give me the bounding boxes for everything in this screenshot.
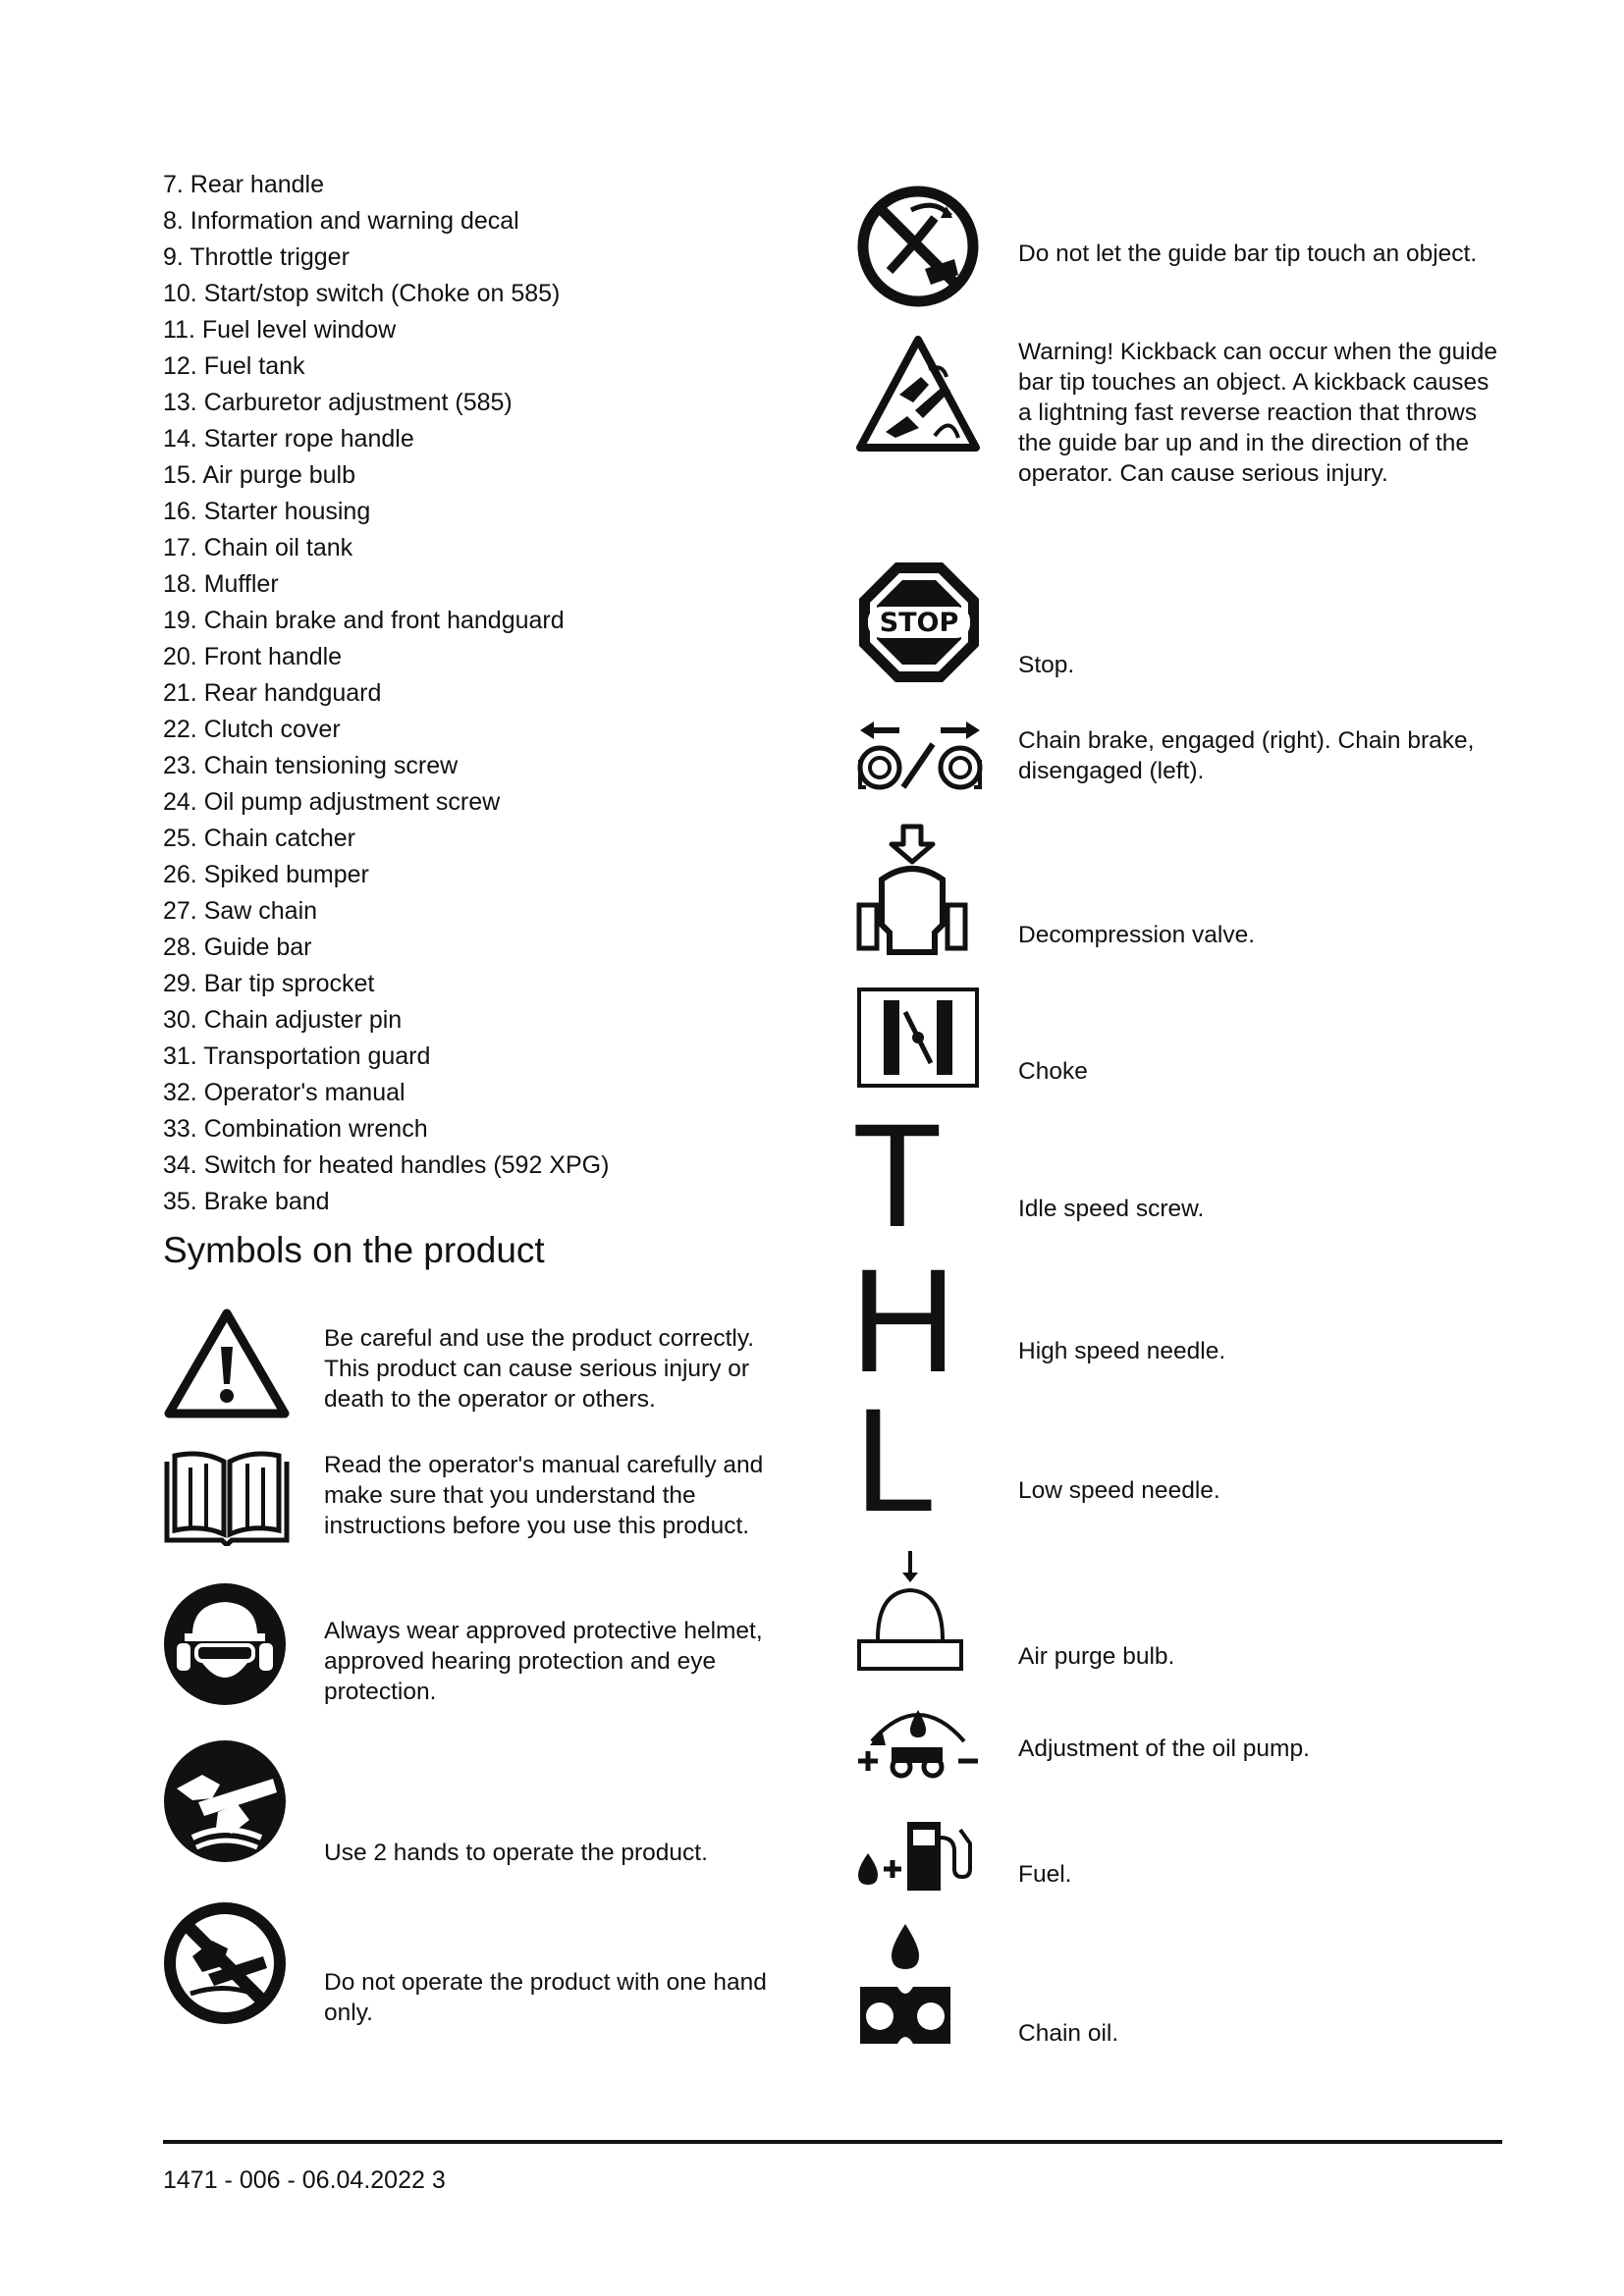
symbol-warning [163,1306,801,1423]
symbol-text: Stop. [1018,652,1075,678]
parts-list-item: 20. Front handle [163,643,343,670]
protective-equipment-icon [163,1582,287,1706]
parts-list-item: 8. Information and warning decal [163,207,519,235]
chain-brake-icon [856,717,984,795]
parts-list-item: 22. Clutch cover [163,716,341,743]
symbol-text: Idle speed screw. [1018,1196,1205,1222]
parts-list-item: 10. Start/stop switch (Choke on 585) [163,280,561,307]
stop-icon [856,560,982,685]
low-speed-needle-icon: L [854,1377,937,1542]
parts-list-item: 35. Brake band [163,1188,330,1215]
high-speed-needle-icon: H [850,1238,957,1403]
kickback-warning-icon [856,334,980,457]
oil-pump-adjustment-icon [856,1696,980,1779]
parts-list-item: 33. Combination wrench [163,1115,428,1143]
parts-list-item: 26. Spiked bumper [163,861,369,888]
no-one-hand-icon [163,1901,287,2025]
symbol-text: Always wear approved protective helmet, approved hearing protection and eye protection. [324,1618,763,1705]
parts-list-item: 29. Bar tip sprocket [163,970,375,997]
parts-list-item: 30. Chain adjuster pin [163,1006,403,1034]
chain-oil-icon [856,1922,954,2046]
parts-list-item: 21. Rear handguard [163,679,382,707]
decompression-valve-icon [856,823,968,955]
symbol-text: Do not operate the product with one hand only. [324,1969,767,2026]
symbol-choke [856,987,1504,1095]
choke-icon [856,987,980,1089]
footer-page-info: 1471 - 006 - 06.04.2022 3 [163,2166,446,2194]
idle-speed-screw-icon: T [852,1093,943,1257]
symbol-manual [163,1448,801,1556]
parts-list-item: 28. Guide bar [163,934,312,961]
parts-list-item: 24. Oil pump adjustment screw [163,788,501,816]
warning-triangle-icon [163,1306,291,1421]
symbol-text: Fuel. [1018,1861,1072,1888]
parts-list-item: 11. Fuel level window [163,316,397,344]
symbol-decompression-valve [856,823,1504,960]
parts-list-item: 15. Air purge bulb [163,461,355,489]
symbol-text: High speed needle. [1018,1338,1226,1364]
parts-list-item: 18. Muffler [163,570,279,598]
symbol-idle-speed-screw [852,1093,1504,1257]
symbol-text: Air purge bulb. [1018,1643,1175,1670]
parts-list-item: 12. Fuel tank [163,352,305,380]
parts-list-item: 16. Starter housing [163,498,371,525]
parts-list-item: 17. Chain oil tank [163,534,353,561]
symbol-chain-brake [856,717,1504,815]
parts-list-item: 34. Switch for heated handles (592 XPG) [163,1151,610,1179]
symbol-no-bar-tip-contact [856,185,1504,312]
symbol-text: Decompression valve. [1018,922,1256,948]
fuel-icon [856,1814,980,1893]
stop-label: STOP [879,608,959,638]
symbol-no-one-hand [163,1901,801,2029]
symbol-text: Do not let the guide bar tip touch an object. [1018,240,1478,267]
air-purge-bulb-icon [856,1549,964,1673]
symbol-high-speed-needle [850,1238,1504,1403]
symbol-kickback-warning [856,334,1504,530]
parts-list [163,167,609,1220]
symbol-text: Read the operator's manual carefully and make sure that you understand the instructions before you use this product. [324,1452,764,1539]
parts-list-item: 14. Starter rope handle [163,425,414,453]
parts-list-item: 27. Saw chain [163,897,318,925]
parts-list-item: 7. Rear handle [163,171,325,198]
parts-list-item: 31. Transportation guard [163,1042,431,1070]
symbol-stop [856,560,1504,687]
parts-list-item: 32. Operator's manual [163,1079,406,1106]
symbol-text: Choke [1018,1058,1088,1085]
symbol-chain-oil [856,1922,1504,2050]
two-hands-icon [163,1739,287,1863]
symbol-text: Use 2 hands to operate the product. [324,1840,708,1866]
no-bar-tip-contact-icon [856,185,980,308]
symbol-text: Low speed needle. [1018,1477,1220,1504]
symbol-two-hands [163,1739,801,1867]
symbol-air-purge-bulb [856,1549,1504,1677]
parts-list-item: 13. Carburetor adjustment (585) [163,389,513,416]
operators-manual-icon [163,1448,291,1546]
symbol-low-speed-needle [854,1377,1504,1542]
symbol-text: Adjustment of the oil pump. [1018,1735,1310,1762]
symbol-fuel [856,1814,1504,1912]
parts-list-item: 23. Chain tensioning screw [163,752,459,779]
section-title: Symbols on the product [163,1230,545,1270]
symbol-oil-pump-adjustment [856,1696,1504,1794]
parts-list-item: 19. Chain brake and front handguard [163,607,565,634]
symbol-text: Be careful and use the product correctly. This product can cause serious injury or death to the operator or others. [324,1325,755,1413]
symbol-text: Chain brake, engaged (right). Chain brake, disengaged (left). [1018,727,1475,784]
symbol-text: Chain oil. [1018,2020,1119,2047]
parts-list-item: 25. Chain catcher [163,825,355,852]
footer-divider [163,2140,1502,2144]
symbol-text: Warning! Kickback can occur when the guide bar tip touches an object. A kickback causes a lightning fast reverse reaction that throws the guide bar up and in the direction of the operator. Can cause serious injury. [1018,339,1497,487]
parts-list-item: 9. Throttle trigger [163,243,350,271]
symbol-protective-equipment [163,1582,801,1710]
